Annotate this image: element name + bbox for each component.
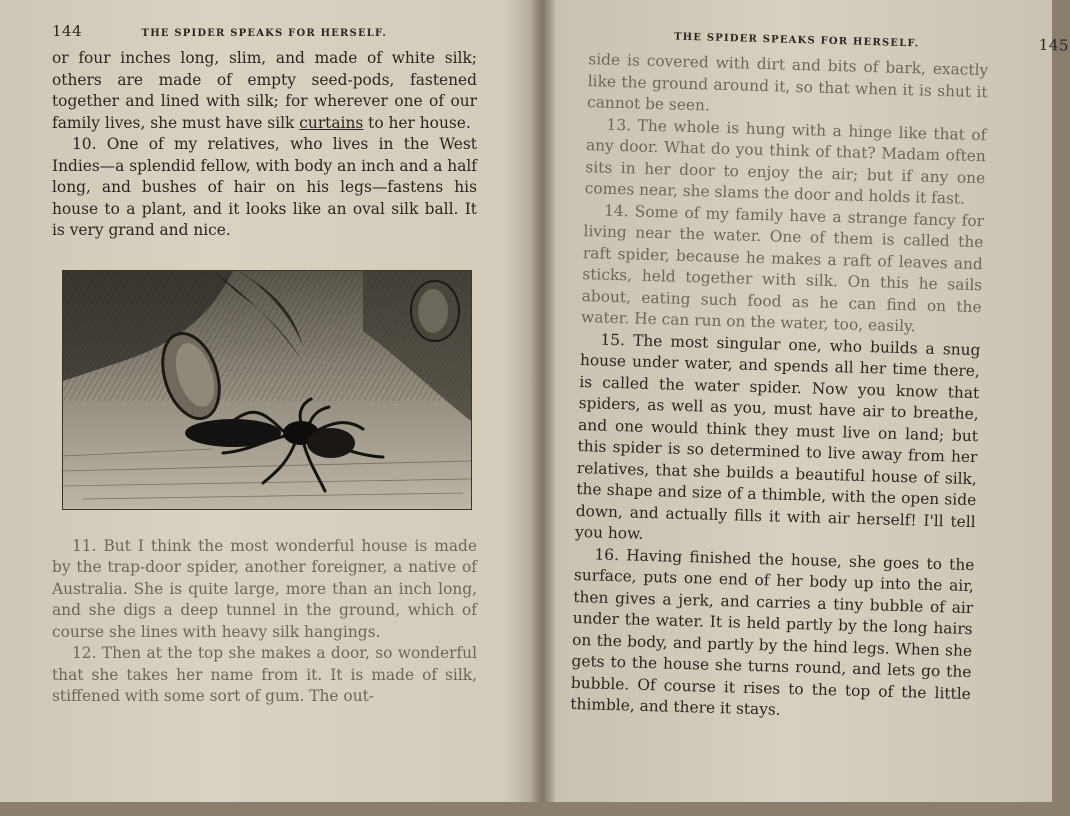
paragraph-14: 14. Some of my family have a strange fancy for living near the water. One of them is called the raft spider, because he makes a raft of leaves and sticks, held together with silk. On this he sails about, eating such food as he can find on the water. He can run on the water, too, easily.: [580, 201, 985, 336]
paragraph-16: 16. Having finished the house, she goes to the surface, puts one end of her body up into the air, then gives a jerk, and carries a tiny bubble of air under the water. It is held partly by the long hairs on the body, and partly by the hind legs. When she gets to the house she turns round, and lets go the bubble. Of course it rises to the top of the little thimble, and there it stays.: [570, 545, 975, 719]
paragraph-11: 11. But I think the most wonderful house is made by the trap-door spider, another foreigner, a native of Australia. She is quite large, more than an inch long, and she digs a deep tunnel in the ground, which of course she lines with heavy silk hangings.: [52, 536, 477, 641]
left-page-text: [52, 48, 477, 708]
right-page-text: [570, 49, 988, 726]
left-running-head: THE SPIDER SPEAKS FOR HERSELF.: [141, 28, 387, 39]
right-page: [526, 0, 1070, 816]
paragraph-13: 13. The whole is hung with a hinge like that of any door. What do you think of that? Madam often sits in her door to enjoy the air; but if any one comes near, she slams the door and holds it fast.: [584, 115, 987, 208]
paragraph-12: 12. Then at the top she makes a door, so wonderful that she takes her name from it. It is made of silk, stiffened with some sort of gum. The out-: [52, 644, 477, 705]
right-page-number: 145: [1038, 35, 1070, 55]
left-continued-text-1: or four inches long, slim, and made of white silk; others are made of empty seed-pods, fastened together and lined with silk; for wherever one of our family lives, she must have silk: [52, 49, 477, 132]
left-running-header: [52, 22, 477, 40]
left-continued-paragraph: [52, 48, 477, 134]
right-continued-paragraph: side is covered with dirt and bits of bark, exactly like the ground around it, so that when it is shut it cannot be seen.: [586, 50, 989, 115]
paragraph-15: 15. The most singular one, who builds a snug house under water, and spends all her time there, is called the water spider. Now you know that spiders, as well as you, must have air to breathe, and one would think they must live on land; but this spider is so determined to live away from her relatives, that she builds a beautiful house of silk, the shape and size of a thimble, with the open side down, and actually fills it with air herself! I'll tell you how.: [574, 330, 981, 543]
paragraph-10: 10. One of my relatives, who lives in the West Indies—a splendid fellow, with body an inch and a half long, and bushes of hair on his legs—fastens his house to a plant, and it looks like an oval silk ball. It is very grand and nice.: [52, 135, 477, 239]
left-page: [0, 0, 535, 802]
right-running-head: THE SPIDER SPEAKS FOR HERSELF.: [673, 31, 920, 50]
right-running-header: [589, 23, 1069, 54]
left-continued-text-2: to her house.: [363, 113, 471, 132]
engraving-image: [63, 271, 471, 509]
trap-door-spider-illustration: [62, 270, 472, 510]
left-page-number: 144: [52, 22, 83, 40]
underlined-word: curtains: [299, 113, 364, 132]
